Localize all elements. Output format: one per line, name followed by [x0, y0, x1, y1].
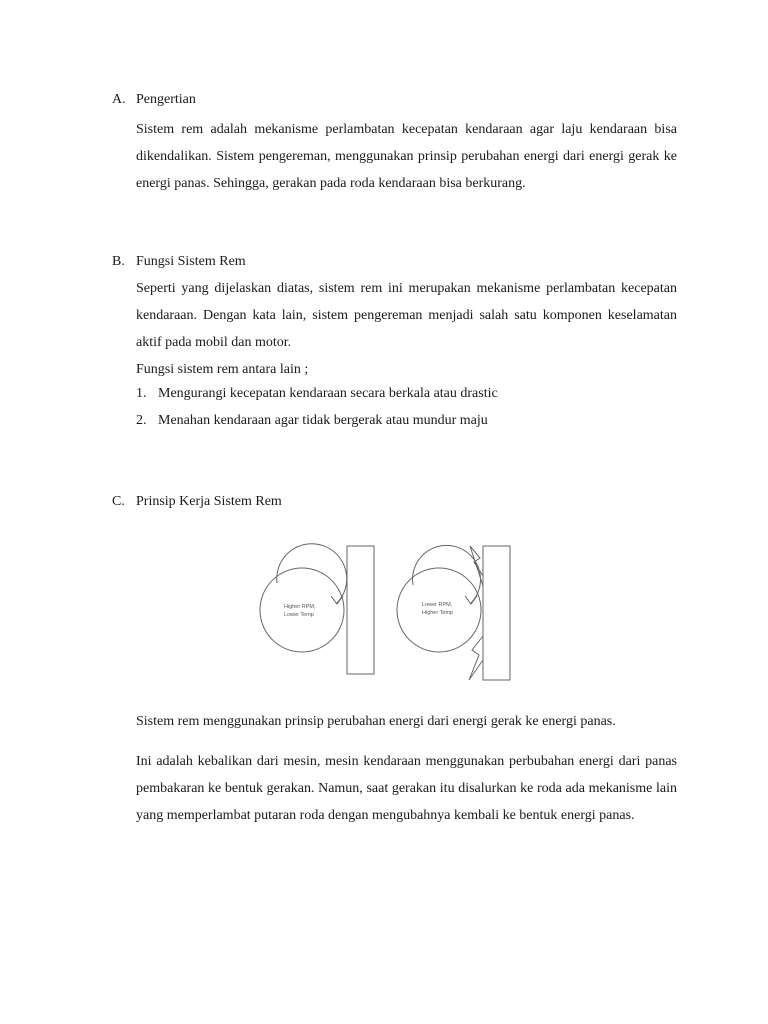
- brake-principle-diagram: [250, 540, 520, 690]
- right-rotation-arrow: [413, 545, 481, 603]
- left-wheel-label-2: Lower Temp: [284, 612, 314, 618]
- list-item-1-number: 1.: [136, 386, 147, 401]
- right-wheel-label-2: Higher Temp: [422, 610, 454, 616]
- section-c-heading: [112, 494, 282, 510]
- right-brake-pad: [483, 546, 510, 680]
- section-b-heading: [112, 254, 246, 270]
- section-c-paragraph-1: Sistem rem menggunakan prinsip perubahan energi dari energi gerak ke energi panas.: [136, 714, 616, 729]
- section-a-letter: A.: [112, 92, 126, 107]
- section-b-list-intro: Fungsi sistem rem antara lain ;: [136, 362, 309, 377]
- left-wheel: [260, 568, 344, 652]
- section-a-title: Pengertian: [136, 92, 196, 107]
- section-a-paragraph: Sistem rem adalah mekanisme perlambatan kecepatan kendaraan agar laju kendaraan bisa dikendalikan. Sistem pengereman, menggunakan prinsip perubahan energi dari energi gerak ke energi panas. Sehingga, gerakan pada roda kendaraan bisa berkurang.: [136, 122, 677, 191]
- section-c-paragraph-2: Ini adalah kebalikan dari mesin, mesin kendaraan menggunakan perbubahan energi dari panas pembakaran ke bentuk gerakan. Namun, saat gerakan itu disalurkan ke roda ada mekanisme lain yang memperlambat putaran roda dengan mengubahnya kembali ke bentuk energi panas.: [136, 754, 677, 823]
- left-brake-pad: [347, 546, 374, 674]
- friction-spark-bottom: [469, 636, 483, 680]
- section-a-heading: [112, 92, 196, 108]
- left-rotation-arrow: [277, 544, 347, 603]
- section-b-title: Fungsi Sistem Rem: [136, 254, 246, 269]
- list-item-1: [136, 386, 498, 402]
- friction-spark-top: [470, 546, 483, 586]
- section-b-letter: B.: [112, 254, 125, 269]
- list-item-2: [136, 413, 488, 429]
- list-item-2-text: Menahan kendaraan agar tidak bergerak atau mundur maju: [158, 413, 488, 428]
- list-item-1-text: Mengurangi kecepatan kendaraan secara berkala atau drastic: [158, 386, 498, 401]
- list-item-2-number: 2.: [136, 413, 147, 428]
- section-c-title: Prinsip Kerja Sistem Rem: [136, 494, 282, 509]
- right-wheel-label-1: Lower RPM,: [422, 602, 453, 608]
- section-b-paragraph: Seperti yang dijelaskan diatas, sistem rem ini merupakan mekanisme perlambatan kecepatan kendaraan. Dengan kata lain, sistem pengereman menjadi salah satu komponen keselamatan aktif pada mobil dan motor.: [136, 281, 677, 350]
- section-c-letter: C.: [112, 494, 125, 509]
- left-wheel-label-1: Higher RPM,: [284, 604, 316, 610]
